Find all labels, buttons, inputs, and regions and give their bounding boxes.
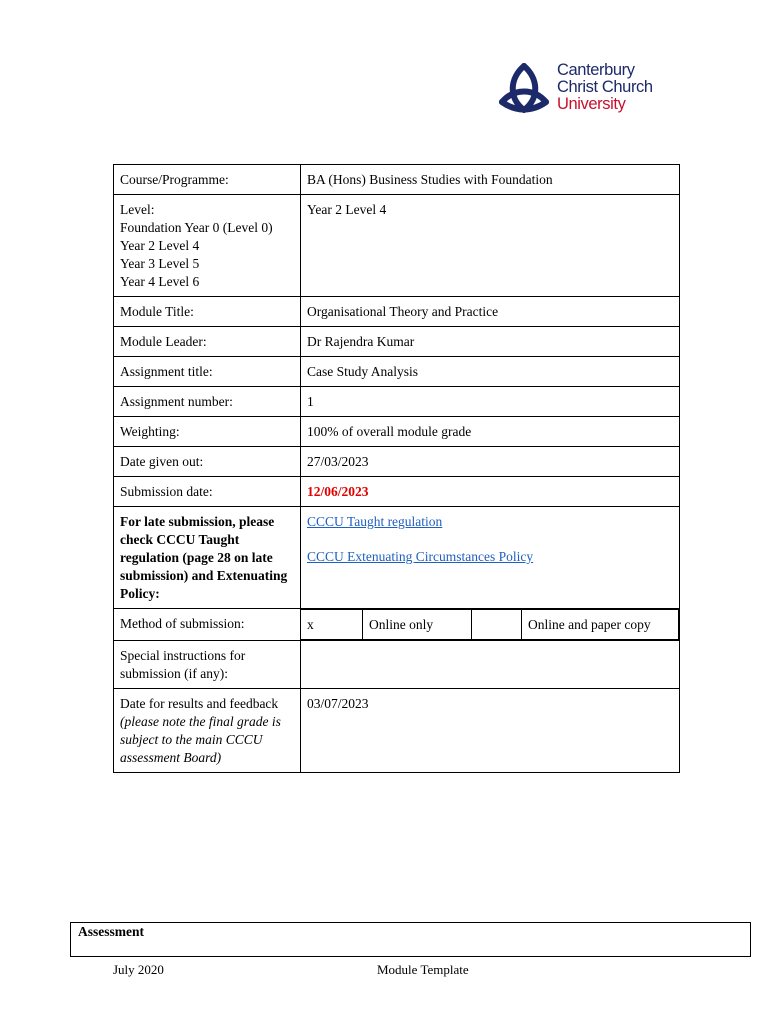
table-row — [114, 641, 680, 689]
results-label: Date for results and feedback — [120, 696, 279, 711]
special-instructions-value — [301, 641, 680, 689]
assignment-title-value: Case Study Analysis — [301, 357, 680, 387]
extenuating-policy-link[interactable]: CCCU Extenuating Circumstances Policy — [307, 549, 534, 564]
method-label: Method of submission: — [114, 609, 301, 641]
submission-date-value: 12/06/2023 — [301, 477, 680, 507]
results-note: (please note the final grade is subject to the main CCCU assessment Board) — [120, 714, 281, 765]
logo-wordmark — [557, 62, 653, 113]
online-only-checkbox[interactable]: x — [301, 610, 363, 640]
submission-date-label: Submission date: — [114, 477, 301, 507]
assignment-number-value: 1 — [301, 387, 680, 417]
table-row — [114, 387, 680, 417]
module-leader-value: Dr Rajendra Kumar — [301, 327, 680, 357]
late-submission-links — [301, 507, 680, 609]
module-leader-label: Module Leader: — [114, 327, 301, 357]
date-given-label: Date given out: — [114, 447, 301, 477]
weighting-label: Weighting: — [114, 417, 301, 447]
table-row — [114, 447, 680, 477]
level-label: Level: — [120, 202, 155, 217]
online-only-label: Online only — [363, 610, 472, 640]
level-value: Year 2 Level 4 — [301, 195, 680, 297]
table-row — [114, 477, 680, 507]
results-cell — [114, 689, 301, 773]
module-title-label: Module Title: — [114, 297, 301, 327]
table-row — [114, 195, 680, 297]
table-row — [114, 689, 680, 773]
table-row — [114, 507, 680, 609]
online-paper-label: Online and paper copy — [522, 610, 679, 640]
assessment-heading: Assessment — [78, 924, 144, 939]
logo-line-3: University — [557, 95, 626, 113]
late-submission-label: For late submission, please check CCCU Taught regulation (page 28 on late submission) and Extenuating Policy: — [114, 507, 301, 609]
method-options — [301, 609, 680, 641]
logo-line-1: Canterbury — [557, 61, 635, 79]
assignment-info-table — [113, 164, 680, 773]
logo-line-2: Christ Church — [557, 78, 653, 96]
assessment-heading-box — [70, 922, 751, 957]
table-row — [114, 417, 680, 447]
table-row — [114, 609, 680, 641]
results-value: 03/07/2023 — [301, 689, 680, 773]
level-cell — [114, 195, 301, 297]
level-option: Year 2 Level 4 — [120, 238, 200, 253]
footer-template: Module Template — [377, 962, 469, 977]
assignment-number-label: Assignment number: — [114, 387, 301, 417]
online-paper-checkbox[interactable] — [472, 610, 522, 640]
level-option: Year 3 Level 5 — [120, 256, 200, 271]
module-title-value: Organisational Theory and Practice — [301, 297, 680, 327]
footer-date: July 2020 — [113, 962, 164, 977]
level-option: Year 4 Level 6 — [120, 274, 200, 289]
table-row — [114, 327, 680, 357]
assignment-title-label: Assignment title: — [114, 357, 301, 387]
table-row — [114, 297, 680, 327]
table-row — [114, 165, 680, 195]
university-logo — [494, 56, 684, 122]
special-instructions-label: Special instructions for submission (if any): — [114, 641, 301, 689]
table-row — [114, 357, 680, 387]
course-label: Course/Programme: — [114, 165, 301, 195]
level-option: Foundation Year 0 (Level 0) — [120, 220, 273, 235]
course-value: BA (Hons) Business Studies with Foundation — [301, 165, 680, 195]
date-given-value: 27/03/2023 — [301, 447, 680, 477]
taught-regulation-link[interactable]: CCCU Taught regulation — [307, 514, 443, 529]
trinity-knot-icon — [494, 58, 554, 118]
weighting-value: 100% of overall module grade — [301, 417, 680, 447]
